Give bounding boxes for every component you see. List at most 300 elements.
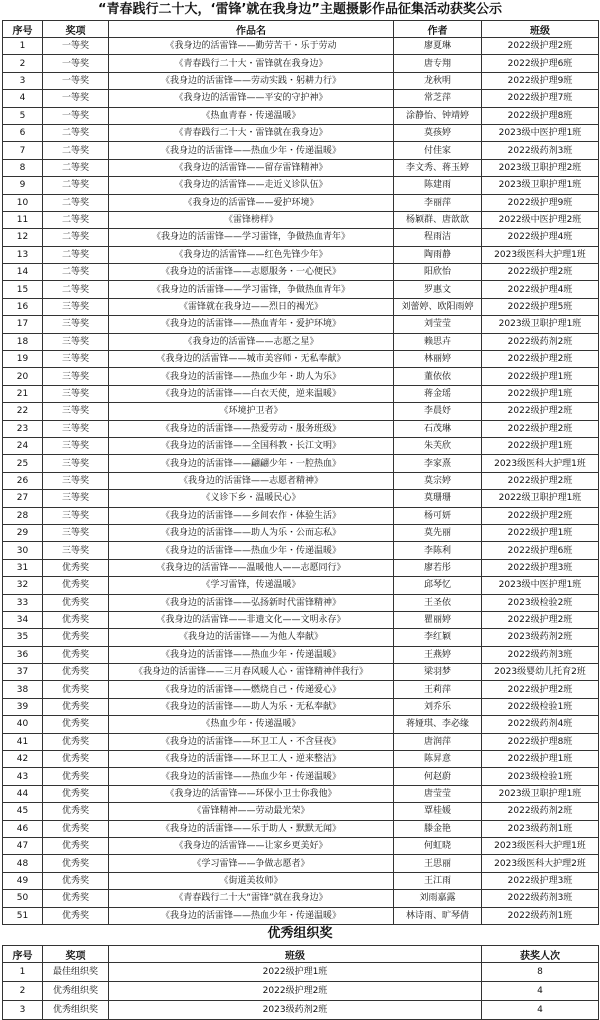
row-number: 33: [3, 594, 43, 611]
author: 常芝萍: [394, 90, 482, 107]
work-title: 《我身边的活雷锋——乐于助人・默默无闻》: [109, 820, 394, 837]
award-level: 优秀奖: [43, 664, 109, 681]
work-title: 《我身边的活雷锋——热血青年・爱护环境》: [109, 316, 394, 333]
work-title: 《青春践行二十大・雷锋就在我身边》: [109, 124, 394, 141]
row-number: 48: [3, 855, 43, 872]
award-level: 二等奖: [43, 142, 109, 159]
author: 莫珊珊: [394, 490, 482, 507]
table-row: [3, 594, 599, 611]
table-row: [3, 385, 599, 402]
award-level: 一等奖: [43, 72, 109, 89]
table-row: [3, 785, 599, 802]
work-title: 《雷锋榜样》: [109, 211, 394, 228]
work-title: 《我身边的活雷锋——留存雷锋精神》: [109, 159, 394, 176]
author: 李丽萍: [394, 194, 482, 211]
award-level: 三等奖: [43, 437, 109, 454]
class-name: 2022级护理2班: [482, 420, 599, 437]
class-name: 2022级护理8班: [482, 733, 599, 750]
row-number: 45: [3, 803, 43, 820]
author: 唐专翔: [394, 55, 482, 72]
row-number: 28: [3, 507, 43, 524]
table-row: [3, 577, 599, 594]
author: 梁羽梦: [394, 664, 482, 681]
award-level: 三等奖: [43, 490, 109, 507]
award-count: 8: [482, 963, 599, 982]
header-cell: 作者: [394, 21, 482, 38]
table-row: [3, 368, 599, 385]
award-level: 优秀奖: [43, 820, 109, 837]
class-name: 2022级药剂2班: [482, 333, 599, 350]
author: 莫先丽: [394, 524, 482, 541]
row-number: 43: [3, 768, 43, 785]
award-table-header: [3, 21, 599, 38]
award-count: 4: [482, 1001, 599, 1020]
class-name: 2023级卫职护理1班: [482, 316, 599, 333]
award-level: 优秀奖: [43, 577, 109, 594]
author: 杨可妍: [394, 507, 482, 524]
class-name: 2023级中医护理1班: [482, 124, 599, 141]
row-number: 16: [3, 298, 43, 315]
row-number: 49: [3, 872, 43, 889]
row-number: 1: [3, 38, 43, 55]
class-name: 2023级医科大护理2班: [482, 855, 599, 872]
author: 何虹晓: [394, 837, 482, 854]
work-title: 《我身边的活雷锋——劳动实践・躬耕力行》: [109, 72, 394, 89]
table-row: [3, 38, 599, 55]
table-row: [3, 716, 599, 733]
table-row: [3, 194, 599, 211]
table-row: [3, 107, 599, 124]
table-row: [3, 768, 599, 785]
award-level: 优秀奖: [43, 611, 109, 628]
author: 朱芙欣: [394, 437, 482, 454]
table-row: [3, 403, 599, 420]
row-number: 21: [3, 385, 43, 402]
class-name: 2022级药剂3班: [482, 890, 599, 907]
row-number: 18: [3, 333, 43, 350]
award-level: 二等奖: [43, 246, 109, 263]
org-table-row: [3, 982, 599, 1001]
award-level: 优秀奖: [43, 768, 109, 785]
work-title: 《我身边的活雷锋——助人为乐・公而忘私》: [109, 524, 394, 541]
org-table-row: [3, 1001, 599, 1020]
work-title: 《我身边的活雷锋——热血少年・传递温暖》: [109, 142, 394, 159]
work-title: 《我身边的活雷锋——温暖他人——志愿同行》: [109, 559, 394, 576]
org-table-header: [3, 946, 599, 963]
author: 何赵蔚: [394, 768, 482, 785]
table-row: [3, 681, 599, 698]
award-level: 一等奖: [43, 90, 109, 107]
work-title: 《青春践行二十大・雷锋就在我身边》: [109, 55, 394, 72]
row-number: 14: [3, 264, 43, 281]
author: 王圣依: [394, 594, 482, 611]
class-name: 2022级护理3班: [482, 559, 599, 576]
header-cell: 班级: [482, 21, 599, 38]
author: 莫宗婷: [394, 472, 482, 489]
author: 王燕婷: [394, 646, 482, 663]
award-level: 优秀组织奖: [43, 982, 109, 1001]
row-number: 24: [3, 437, 43, 454]
row-number: 22: [3, 403, 43, 420]
class-name: 2022级护理1班: [482, 437, 599, 454]
class-name: 2023级检验1班: [482, 768, 599, 785]
work-title: 《我身边的活雷锋——环卫工人・不含昼夜》: [109, 733, 394, 750]
work-title: 《我身边的活雷锋——志愿者精神》: [109, 472, 394, 489]
table-row: [3, 907, 599, 924]
author: 李晨妤: [394, 403, 482, 420]
author: 石茂琳: [394, 420, 482, 437]
table-row: [3, 837, 599, 854]
org-section-title: 优秀组织奖: [267, 926, 333, 941]
class-name: 2023级卫职护理1班: [482, 785, 599, 802]
award-level: 最佳组织奖: [43, 963, 109, 982]
row-number: 12: [3, 229, 43, 246]
award-level: 优秀奖: [43, 716, 109, 733]
row-number: 4: [3, 90, 43, 107]
table-row: [3, 55, 599, 72]
work-title: 《学习雷锋，传递温暖》: [109, 577, 394, 594]
author: 赖思卉: [394, 333, 482, 350]
work-title: 《我身边的活雷锋——红色先锋少年》: [109, 246, 394, 263]
class-name: 2022级护理2班: [482, 611, 599, 628]
class-name: 2023级药剂2班: [109, 1001, 482, 1020]
author: 林丽婷: [394, 351, 482, 368]
class-name: 2023级中医护理1班: [482, 577, 599, 594]
award-level: 二等奖: [43, 177, 109, 194]
award-count: 4: [482, 982, 599, 1001]
award-level: 二等奖: [43, 211, 109, 228]
class-name: 2022级卫职护理1班: [482, 490, 599, 507]
work-title: 《我身边的活雷锋——勤劳苦干・乐于劳动: [109, 38, 394, 55]
row-number: 10: [3, 194, 43, 211]
table-row: [3, 177, 599, 194]
award-level: 优秀奖: [43, 698, 109, 715]
work-title: 《街道美妆师》: [109, 872, 394, 889]
table-row: [3, 890, 599, 907]
table-row: [3, 507, 599, 524]
class-name: 2022级护理5班: [482, 298, 599, 315]
author: 阳欣怡: [394, 264, 482, 281]
class-name: 2022级药剂2班: [482, 803, 599, 820]
award-level: 优秀奖: [43, 890, 109, 907]
class-name: 2022级护理3班: [482, 872, 599, 889]
work-title: 《我身边的活雷锋——让家乡更美好》: [109, 837, 394, 854]
table-row: [3, 820, 599, 837]
award-level: 三等奖: [43, 524, 109, 541]
author: 杨颖群、唐歆歆: [394, 211, 482, 228]
author: 陶雨静: [394, 246, 482, 263]
row-number: 27: [3, 490, 43, 507]
work-title: 《雷锋就在我身边——烈日的褐光》: [109, 298, 394, 315]
class-name: 2022级护理1班: [482, 385, 599, 402]
row-number: 3: [3, 1001, 43, 1020]
award-level: 优秀奖: [43, 872, 109, 889]
work-title: 《我身边的活雷锋——弘扬新时代雷锋精神》: [109, 594, 394, 611]
award-level: 优秀奖: [43, 559, 109, 576]
award-level: 优秀奖: [43, 907, 109, 924]
class-name: 2022级药剂3班: [482, 646, 599, 663]
row-number: 38: [3, 681, 43, 698]
class-name: 2022级护理9班: [482, 72, 599, 89]
work-title: 《雷锋精神——劳动最光荣》: [109, 803, 394, 820]
award-level: 优秀奖: [43, 733, 109, 750]
header-cell: 奖项: [43, 946, 109, 963]
row-number: 31: [3, 559, 43, 576]
author: 廖夏琳: [394, 38, 482, 55]
author: 罗惠文: [394, 281, 482, 298]
row-number: 36: [3, 646, 43, 663]
row-number: 42: [3, 751, 43, 768]
work-title: 《我身边的活雷锋——志愿服务・一心便民》: [109, 264, 394, 281]
table-row: [3, 246, 599, 263]
work-title: 《青春践行二十大“雷锋”就在我身边》: [109, 890, 394, 907]
row-number: 37: [3, 664, 43, 681]
table-row: [3, 542, 599, 559]
author: 刘莹莹: [394, 316, 482, 333]
award-level: 一等奖: [43, 38, 109, 55]
award-level: 三等奖: [43, 507, 109, 524]
table-row: [3, 490, 599, 507]
class-name: 2022级护理4班: [482, 281, 599, 298]
table-row: [3, 124, 599, 141]
award-level: 二等奖: [43, 281, 109, 298]
table-row: [3, 524, 599, 541]
table-row: [3, 855, 599, 872]
row-number: 51: [3, 907, 43, 924]
author: 刘雨嘉露: [394, 890, 482, 907]
award-level: 三等奖: [43, 455, 109, 472]
author: 王江雨: [394, 872, 482, 889]
author: 程雨洁: [394, 229, 482, 246]
header-cell: 班级: [109, 946, 482, 963]
award-level: 三等奖: [43, 368, 109, 385]
header-cell: 序号: [3, 946, 43, 963]
work-title: 《我身边的活雷锋——热血少年・传递温暖》: [109, 646, 394, 663]
row-number: 17: [3, 316, 43, 333]
award-level: 三等奖: [43, 333, 109, 350]
table-row: [3, 629, 599, 646]
work-title: 《我身边的活雷锋——热爱劳动・服务班级》: [109, 420, 394, 437]
work-title: 《我身边的活雷锋——白衣天使，逆来温暖》: [109, 385, 394, 402]
table-row: [3, 472, 599, 489]
author: 覃桂媛: [394, 803, 482, 820]
class-name: 2023级婴幼儿托育2班: [482, 664, 599, 681]
award-level: 优秀奖: [43, 837, 109, 854]
author: 龙秋明: [394, 72, 482, 89]
class-name: 2022级护理6班: [482, 542, 599, 559]
org-table-row: [3, 963, 599, 982]
class-name: 2023级卫职护理1班: [482, 177, 599, 194]
row-number: 40: [3, 716, 43, 733]
row-number: 34: [3, 611, 43, 628]
work-title: 《我身边的活雷锋——燃烧自己・传递爱心》: [109, 681, 394, 698]
author: 王思丽: [394, 855, 482, 872]
row-number: 30: [3, 542, 43, 559]
header-cell: 作品名: [109, 21, 394, 38]
class-name: 2022级护理2班: [482, 472, 599, 489]
work-title: 《我身边的活雷锋——翩翩少年・一腔热血》: [109, 455, 394, 472]
class-name: 2022级护理2班: [109, 982, 482, 1001]
header-cell: 获奖人次: [482, 946, 599, 963]
row-number: 41: [3, 733, 43, 750]
row-number: 39: [3, 698, 43, 715]
row-number: 26: [3, 472, 43, 489]
work-title: 《我身边的活雷锋——平安的守护神》: [109, 90, 394, 107]
award-level: 优秀奖: [43, 751, 109, 768]
row-number: 23: [3, 420, 43, 437]
row-number: 9: [3, 177, 43, 194]
table-row: [3, 664, 599, 681]
row-number: 20: [3, 368, 43, 385]
work-title: 《我身边的活雷锋——学习雷锋，争做热血青年》: [109, 229, 394, 246]
row-number: 32: [3, 577, 43, 594]
class-name: 2022级检验1班: [482, 698, 599, 715]
class-name: 2022级护理2班: [482, 403, 599, 420]
class-name: 2023级药剂1班: [482, 820, 599, 837]
award-level: 三等奖: [43, 403, 109, 420]
award-level: 优秀奖: [43, 681, 109, 698]
table-row: [3, 90, 599, 107]
table-row: [3, 455, 599, 472]
class-name: 2022级护理8班: [482, 107, 599, 124]
header-cell: 奖项: [43, 21, 109, 38]
award-level: 一等奖: [43, 55, 109, 72]
class-name: 2022级药剂4班: [482, 716, 599, 733]
row-number: 2: [3, 982, 43, 1001]
row-number: 11: [3, 211, 43, 228]
work-title: 《我身边的活雷锋——环保小卫士你我他》: [109, 785, 394, 802]
author: 陈昇意: [394, 751, 482, 768]
work-title: 《我身边的活雷锋——环卫工人・逆来整洁》: [109, 751, 394, 768]
row-number: 7: [3, 142, 43, 159]
row-number: 50: [3, 890, 43, 907]
class-name: 2022级药剂3班: [482, 142, 599, 159]
award-level: 优秀组织奖: [43, 1001, 109, 1020]
class-name: 2023级医科大护理1班: [482, 455, 599, 472]
table-row: [3, 281, 599, 298]
award-level: 优秀奖: [43, 594, 109, 611]
award-level: 二等奖: [43, 194, 109, 211]
table-row: [3, 437, 599, 454]
award-level: 二等奖: [43, 124, 109, 141]
table-row: [3, 872, 599, 889]
table-row: [3, 159, 599, 176]
author: 瞿丽婷: [394, 611, 482, 628]
author: 蒋金瑶: [394, 385, 482, 402]
class-name: 2022级护理7班: [482, 90, 599, 107]
work-title: 《我身边的活雷锋——非遗文化——文明永存》: [109, 611, 394, 628]
work-title: 《环境护卫者》: [109, 403, 394, 420]
award-level: 二等奖: [43, 229, 109, 246]
table-row: [3, 646, 599, 663]
class-name: 2022级护理1班: [482, 524, 599, 541]
table-row: [3, 803, 599, 820]
table-row: [3, 698, 599, 715]
class-name: 2022级中医护理2班: [482, 211, 599, 228]
class-name: 2022级护理1班: [109, 963, 482, 982]
row-number: 1: [3, 963, 43, 982]
work-title: 《我身边的活雷锋——三月春风暖人心・雷锋精神伴我行》: [109, 664, 394, 681]
author: 董依依: [394, 368, 482, 385]
row-number: 35: [3, 629, 43, 646]
table-row: [3, 298, 599, 315]
work-title: 《热血青春・传递温暖》: [109, 107, 394, 124]
award-level: 三等奖: [43, 542, 109, 559]
class-name: 2023级药剂2班: [482, 629, 599, 646]
award-level: 优秀奖: [43, 646, 109, 663]
award-level: 优秀奖: [43, 629, 109, 646]
table-row: [3, 316, 599, 333]
table-row: [3, 733, 599, 750]
author: 莫孩婷: [394, 124, 482, 141]
award-table: [2, 20, 599, 925]
author: 廖若彤: [394, 559, 482, 576]
row-number: 44: [3, 785, 43, 802]
author: 唐莹莹: [394, 785, 482, 802]
table-row: [3, 751, 599, 768]
row-number: 6: [3, 124, 43, 141]
table-row: [3, 211, 599, 228]
row-number: 5: [3, 107, 43, 124]
award-level: 三等奖: [43, 472, 109, 489]
author: 刘蕾婷、欧阳雨婷: [394, 298, 482, 315]
award-level: 二等奖: [43, 159, 109, 176]
row-number: 19: [3, 351, 43, 368]
header-cell: 序号: [3, 21, 43, 38]
author: 王莉萍: [394, 681, 482, 698]
row-number: 15: [3, 281, 43, 298]
row-number: 3: [3, 72, 43, 89]
class-name: 2022级护理2班: [482, 264, 599, 281]
class-name: 2022级护理6班: [482, 55, 599, 72]
table-row: [3, 142, 599, 159]
class-name: 2022级护理9班: [482, 194, 599, 211]
work-title: 《我身边的活雷锋——城市美容师・无私奉献》: [109, 351, 394, 368]
work-title: 《我身边的活雷锋——助人为乐・无私奉献》: [109, 698, 394, 715]
table-row: [3, 72, 599, 89]
work-title: 《我身边的活雷锋——为他人奉献》: [109, 629, 394, 646]
table-row: [3, 264, 599, 281]
class-name: 2023级卫职护理2班: [482, 159, 599, 176]
row-number: 29: [3, 524, 43, 541]
award-level: 一等奖: [43, 107, 109, 124]
work-title: 《学习雷锋——争做志愿者》: [109, 855, 394, 872]
class-name: 2022级护理4班: [482, 229, 599, 246]
row-number: 46: [3, 820, 43, 837]
author: 涂静怡、钟靖婷: [394, 107, 482, 124]
author: 李红颖: [394, 629, 482, 646]
author: 唐润萍: [394, 733, 482, 750]
class-name: 2022级护理1班: [482, 751, 599, 768]
author: 李文秀、蒋玉婷: [394, 159, 482, 176]
author: 李陈利: [394, 542, 482, 559]
author: 李家熹: [394, 455, 482, 472]
row-number: 8: [3, 159, 43, 176]
work-title: 《我身边的活雷锋——学习雷锋，争做热血青年》: [109, 281, 394, 298]
work-title: 《我身边的活雷锋——志愿之星》: [109, 333, 394, 350]
work-title: 《我身边的活雷锋——热血少年・传递温暖》: [109, 542, 394, 559]
class-name: 2022级护理1班: [482, 368, 599, 385]
work-title: 《我身边的活雷锋——热血少年・助人为乐》: [109, 368, 394, 385]
table-row: [3, 559, 599, 576]
class-name: 2022级护理2班: [482, 681, 599, 698]
award-level: 三等奖: [43, 351, 109, 368]
table-row: [3, 420, 599, 437]
award-level: 三等奖: [43, 316, 109, 333]
page-title: “青春践行二十大，‘雷锋’就在我身边”主题摄影作品征集活动获奖公示: [98, 2, 502, 17]
author: 滕金艳: [394, 820, 482, 837]
author: 邱琴忆: [394, 577, 482, 594]
